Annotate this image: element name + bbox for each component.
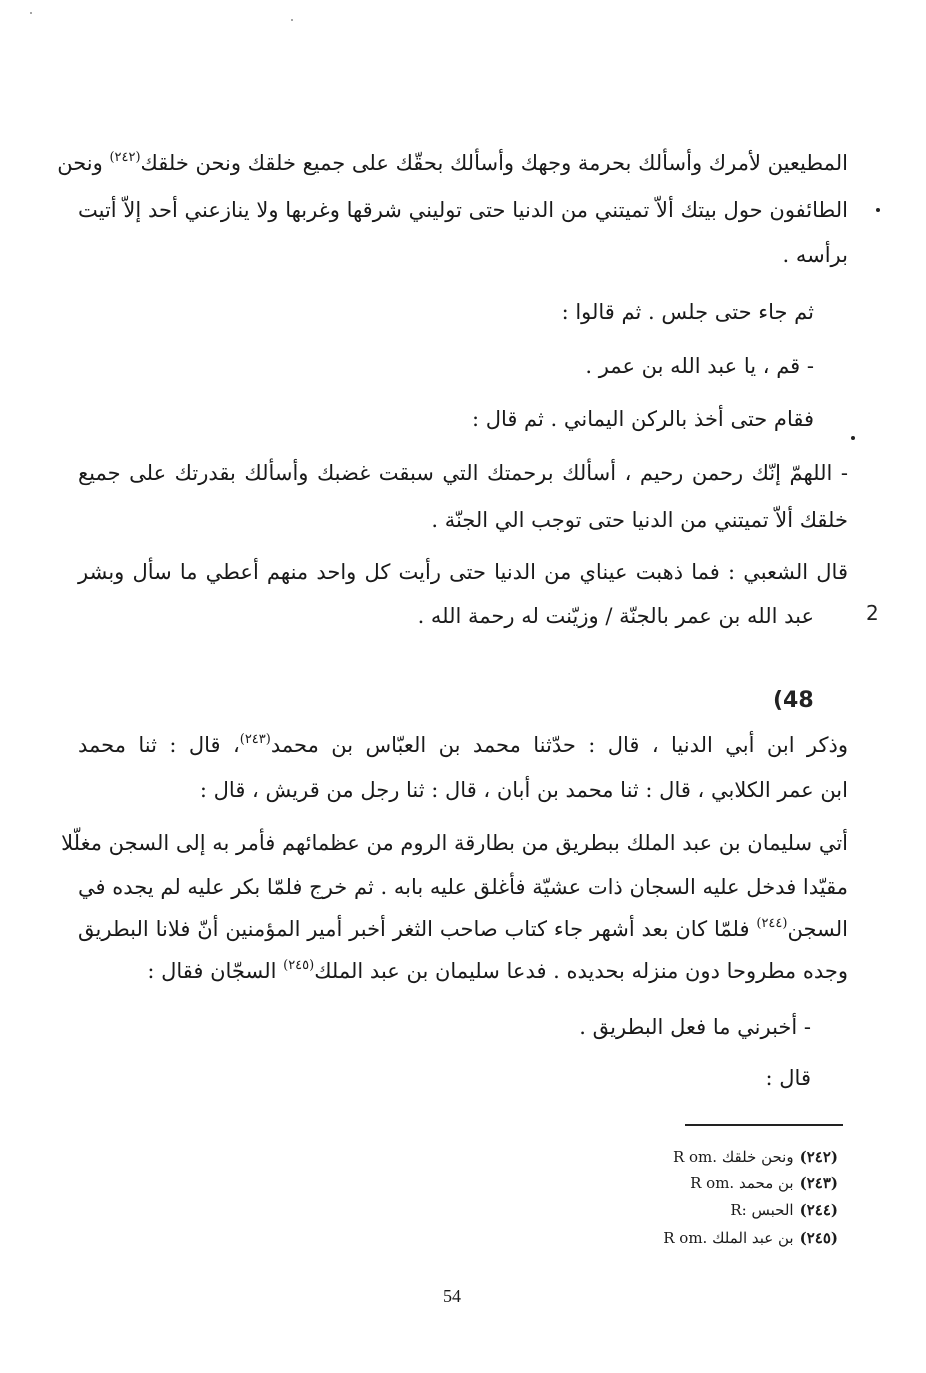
- footnote-4: (٢٤٥)بن عبد الملك R om.: [663, 1229, 838, 1247]
- text-line-5: - قم ، يا عبد الله بن عمر .: [585, 354, 814, 378]
- text-line-17: - أخبرني ما فعل البطريق .: [579, 1015, 811, 1039]
- scan-speck: [291, 19, 293, 21]
- text-line-18: قال :: [765, 1066, 811, 1090]
- text-line-2: الطائفون حول بيتك ألاّ تميتني من الدنيا حتى توليني شرقها وغربها ولا ينازعني أحد إلاّ أتيت: [78, 198, 848, 222]
- margin-dot: [851, 436, 855, 440]
- margin-page-marker: 2: [866, 601, 879, 625]
- text-line-11: وذكر ابن أبي الدنيا ، قال : حدّثنا محمد بن العبّاس بن محمد$^{(٢٤٣)}$، قال : ثنا محمد: [78, 732, 849, 757]
- text-line-15: السجن$^{(٢٤٤)}$ فلمّا كان بعد أشهر جاء كتاب صاحب الثغر أخبر أمير المؤمنين أنّ فلانا البطريق: [78, 916, 848, 941]
- text-line-4: ثم جاء حتى جلس . ثم قالوا :: [561, 300, 814, 324]
- page-number: 54: [443, 1286, 461, 1306]
- text-line-6: فقام حتى أخذ بالركن اليماني . ثم قال :: [471, 407, 814, 431]
- text-line-8: خلقك ألاّ تميتني من الدنيا حتى توجب الي الجنّة .: [431, 508, 848, 532]
- footnote-1: (٢٤٢)ونحن خلقك R om.: [672, 1148, 838, 1166]
- text-line-16: وجده مطروحا دون منزله بحديده . فدعا سليمان بن عبد الملك$^{(٢٤٥)}$ السجّان فقال :: [147, 958, 848, 983]
- text-line-1: المطيعين لأمرك وأسألك بحرمة وجهك وأسألك بحقّك على جميع خلقك ونحن خلقك$^{(٢٤٢)}$ ونحن: [57, 150, 848, 175]
- scan-speck: [30, 12, 32, 14]
- text-line-7: - اللهمّ إنّك رحمن رحيم ، أسألك برحمتك التي سبقت غضبك وأسألك بقدرتك على جميع: [78, 461, 848, 485]
- footnote-3: (٢٤٤)الحبس R:: [730, 1201, 838, 1219]
- section-number: (48: [773, 688, 814, 713]
- footnote-rule: [685, 1124, 843, 1126]
- text-line-13: أتي سليمان بن عبد الملك ببطريق من بطارقة الروم من عظمائهم فأمر به إلى السجن مغلّلا: [61, 831, 848, 855]
- footnote-2: (٢٤٣)بن محمد R om.: [690, 1174, 838, 1192]
- margin-dot: [876, 208, 880, 212]
- text-line-14: مقيّدا فدخل عليه السجان ذات عشيّة فأغلق عليه بابه . ثم خرج فلمّا بكر عليه لم يجده في: [78, 875, 848, 899]
- text-line-3: برأسه .: [782, 243, 848, 267]
- text-line-12: ابن عمر الكلابي ، قال : ثنا محمد بن أبان ، قال : ثنا رجل من قريش ، قال :: [199, 778, 848, 802]
- text-line-9: قال الشعبي : فما ذهبت عيناي من الدنيا حتى رأيت كل واحد منهم أعطي ما سأل وبشر: [78, 560, 848, 584]
- text-line-10: عبد الله بن عمر بالجنّة / وزيّنت له رحمة الله .: [417, 604, 814, 628]
